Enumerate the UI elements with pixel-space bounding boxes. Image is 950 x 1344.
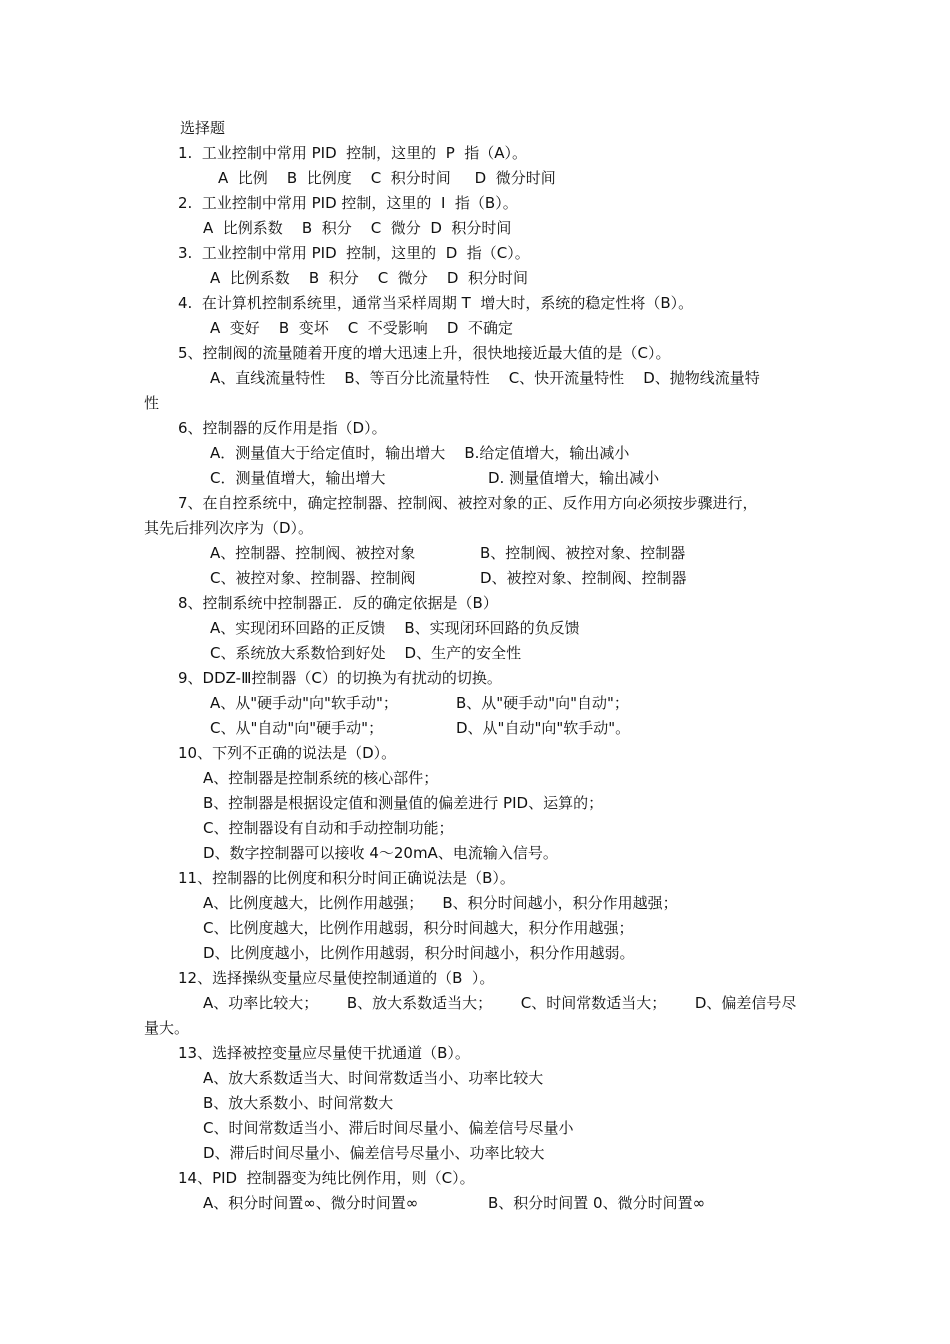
question-10-option-c: C、控制器设有自动和手动控制功能； bbox=[203, 819, 454, 837]
question-10-option-d: D、数字控制器可以接收 4～20mA、电流输入信号。 bbox=[203, 844, 558, 862]
question-9-option-a: A、从"硬手动"向"软手动"； bbox=[210, 694, 398, 712]
question-4: 4. 在计算机控制系统里，通常当采样周期 T 增大时，系统的稳定性将（B）。 bbox=[178, 294, 694, 312]
question-10-option-b: B、控制器是根据设定值和测量值的偏差进行 PID、运算的； bbox=[203, 794, 604, 812]
question-13-option-b: B、放大系数小、时间常数大 bbox=[203, 1094, 394, 1112]
question-10-option-a: A、控制器是控制系统的核心部件； bbox=[203, 769, 439, 787]
question-9-option-c: C、从"自动"向"硬手动"； bbox=[210, 719, 384, 737]
question-14-option-a: A、积分时间置∞、微分时间置∞ bbox=[203, 1194, 419, 1212]
question-6: 6、控制器的反作用是指（D）。 bbox=[178, 419, 387, 437]
question-12-options-wrap: 量大。 bbox=[144, 1019, 190, 1037]
question-6-option-d: D. 测量值增大，输出减小 bbox=[488, 469, 660, 487]
question-14-option-b: B、积分时间置 0、微分时间置∞ bbox=[488, 1194, 706, 1212]
question-7-option-b: B、控制阀、被控对象、控制器 bbox=[480, 544, 686, 562]
section-heading: 选择题 bbox=[180, 119, 226, 137]
question-2-options: A 比例系数 B 积分 C 微分 D 积分时间 bbox=[203, 219, 512, 237]
question-13: 13、选择被控变量应尽量使干扰通道（B）。 bbox=[178, 1044, 470, 1062]
question-6-options-ab: A．测量值大于给定值时，输出增大 B.给定值增大，输出减小 bbox=[210, 444, 630, 462]
question-7-wrap: 其先后排列次序为（D）。 bbox=[144, 519, 314, 537]
question-13-option-a: A、放大系数适当大、时间常数适当小、功率比较大 bbox=[203, 1069, 544, 1087]
question-10: 10、下列不正确的说法是（D）。 bbox=[178, 744, 397, 762]
question-11-option-c: C、比例度越大，比例作用越弱，积分时间越大，积分作用越强； bbox=[203, 919, 634, 937]
question-13-option-d: D、滞后时间尽量小、偏差信号尽量小、功率比较大 bbox=[203, 1144, 545, 1162]
question-9-option-b: B、从"硬手动"向"自动"； bbox=[456, 694, 629, 712]
question-7-option-a: A、控制器、控制阀、被控对象 bbox=[210, 544, 416, 562]
question-5-options-wrap: 性 bbox=[144, 394, 160, 412]
question-8-options-ab: A、实现闭环回路的正反馈 B、实现闭环回路的负反馈 bbox=[210, 619, 580, 637]
question-1-options: A 比例 B 比例度 C 积分时间 D 微分时间 bbox=[218, 169, 556, 187]
question-3: 3. 工业控制中常用 PID 控制，这里的 D 指（C）。 bbox=[178, 244, 530, 262]
question-13-option-c: C、时间常数适当小、滞后时间尽量小、偏差信号尽量小 bbox=[203, 1119, 574, 1137]
question-7-option-c: C、被控对象、控制器、控制阀 bbox=[210, 569, 416, 587]
question-12-options: A、功率比较大； B、放大系数适当大； C、时间常数适当大； D、偏差信号尽 bbox=[203, 994, 797, 1012]
question-14: 14、PID 控制器变为纯比例作用，则（C）。 bbox=[178, 1169, 475, 1187]
question-4-options: A 变好 B 变坏 C 不受影响 D 不确定 bbox=[210, 319, 513, 337]
question-12: 12、选择操纵变量应尽量使控制通道的（B ）。 bbox=[178, 969, 495, 987]
question-9: 9、DDZ-Ⅲ控制器（C）的切换为有扰动的切换。 bbox=[178, 669, 502, 687]
question-5-options: A、直线流量特性 B、等百分比流量特性 C、快开流量特性 D、抛物线流量特 bbox=[210, 369, 760, 387]
question-11: 11、控制器的比例度和积分时间正确说法是（B）。 bbox=[178, 869, 515, 887]
question-3-options: A 比例系数 B 积分 C 微分 D 积分时间 bbox=[210, 269, 528, 287]
question-8-options-cd: C、系统放大系数恰到好处 D、生产的安全性 bbox=[210, 644, 522, 662]
question-7: 7、在自控系统中，确定控制器、控制阀、被控对象的正、反作用方向必须按步骤进行， bbox=[178, 494, 758, 512]
question-7-option-d: D、被控对象、控制阀、控制器 bbox=[480, 569, 687, 587]
question-5: 5、控制阀的流量随着开度的增大迅速上升，很快地接近最大值的是（C）。 bbox=[178, 344, 671, 362]
question-9-option-d: D、从"自动"向"软手动"。 bbox=[456, 719, 631, 737]
question-2: 2. 工业控制中常用 PID 控制，这里的 I 指（B）。 bbox=[178, 194, 518, 212]
question-6-option-c: C．测量值增大，输出增大 bbox=[210, 469, 386, 487]
question-8: 8、控制系统中控制器正．反的确定依据是（B） bbox=[178, 594, 498, 612]
question-11-option-d: D、比例度越小，比例作用越弱，积分时间越小，积分作用越弱。 bbox=[203, 944, 635, 962]
question-11-options-ab: A、比例度越大，比例作用越强； B、积分时间越小，积分作用越强； bbox=[203, 894, 678, 912]
question-1: 1. 工业控制中常用 PID 控制，这里的 P 指（A）。 bbox=[178, 144, 528, 162]
